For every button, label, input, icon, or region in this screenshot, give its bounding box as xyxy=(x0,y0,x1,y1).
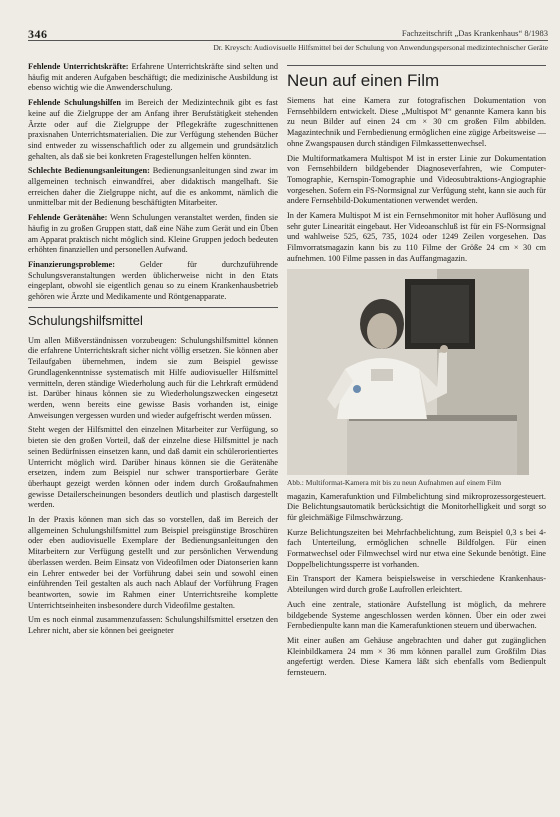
paragraph: Die Multiformatkamera Multispot M ist in erster Linie zur Dokumentation von Fernsehbildern bildgebender Diagnoseverfahren, wie Computer-Tomographie, Kernspin-Tomographie und Videosubtraktions-Angiographie vorgesehen. Sofern ein FS-Normsignal zur Verfügung steht, kann sie auch für andere Fernsehbild-Dokumentationen verwendet werden. xyxy=(287,153,546,206)
paragraph: Mit einer außen am Gehäuse angebrachten und daher gut zugänglichen Kleinbildkamera 24 mm × 36 mm können parallel zum Großfilm Dias angefertigt werden. Diese Kamera läßt sich ebenfalls vom Bedienpult fernsteuern. xyxy=(287,635,546,678)
paragraph xyxy=(28,166,278,209)
paragraph-lead: Fehlende Schulungshilfen xyxy=(28,98,121,108)
paragraph: Um es noch einmal zusammenzufassen: Schulungshilfsmittel ersetzen den Lehrer nicht, aber sie können bei geeigneter xyxy=(28,615,278,636)
paragraph: Auch eine zentrale, stationäre Aufstellung ist möglich, da mehrere bildgebende Systeme angeschlossen werden können. Über ein oder zwei Fernbedienpulte kann man die Kamerafunktionen steuern und überwachen. xyxy=(287,599,546,631)
paragraph-text: Bedienungsanleitungen sind zwar im allgemeinen technisch einwandfrei, aber didaktisch mangelhaft. Sie erreichen daher die Zielgruppe nicht, auf die es ankommt, nämlich die unmittelbar mit der Bedienung beschäftigten Mitarbeiter. xyxy=(28,166,278,208)
paragraph xyxy=(28,62,278,94)
header-rule xyxy=(28,40,548,41)
paragraph: In der Praxis können man sich das so vorstellen, daß im Bereich der allgemeinen Schulungshilfsmittel zum Beispiel preisgünstige Broschüren oder eben audiovisuelle Exemplare der Bedienungsanleitungen den Mitarbeitern zur Verfügung gestellt und zur persönlichen Verwendung überlassen werden. Beim Einsatz von Videofilmen oder Diatonserien kann ein Lehrer entweder bei der Vorführung dabei sein und sowohl einen einführenden Teil gestalten als auch nach Ablauf der Vorführung Fragen beantworten, sowie im Rahmen einer Unterrichtsreihe komplette Unterrichtseinheiten insbesondere durch Videofilme gestalten. xyxy=(28,515,278,610)
paragraph: Kurze Belichtungszeiten bei Mehrfachbelichtung, zum Beispiel 0,3 s bei 4-fach Unterteilung, ermöglichen schnelle Bildfolgen. Für einen Formatwechsel oder Filmwechsel wird nur etwa eine Sekunde benötigt. Eine Doppelbelichtungssperre ist vorhanden. xyxy=(287,527,546,569)
paragraph-lead: Fehlende Gerätenähe: xyxy=(28,213,108,223)
paragraph-text: Gelder für durchzuführende Schulungsveranstaltungen werden üblicherweise nicht in den Etats eingeplant, obwohl sie eigentlich genau so zu einem Krankenhausbetrieb gehören wie Ärzte und Medikamente und Röntgenapparate. xyxy=(28,259,278,302)
figure-caption: Abb.: Multiformat-Kamera mit bis zu neun Aufnahmen auf einem Film xyxy=(287,477,502,487)
paragraph: In der Kamera Multispot M ist ein Fernsehmonitor mit hoher Auflösung und sehr guter Linearität eingebaut. Her Videoanschluß ist für ein FS-Normsignal und wahlweise 525, 625, 735, 1024 oder 1249 Zeilen vorgesehen. Das Filmvorratsmagazin kann bis zu 110 Filme der Größe 24 cm × 30 cm aufnehmen. 100 Filme passen in das Auffangmagazin. xyxy=(287,211,546,263)
right-column xyxy=(287,62,546,803)
paragraph-lead: Finanzierungsprobleme: xyxy=(28,259,115,269)
paragraph-lead: Schlechte Bedienungsanleitungen: xyxy=(28,166,150,176)
camera-photo-illustration xyxy=(287,269,529,475)
box-top-rule xyxy=(287,65,546,66)
paragraph-text: im Bereich der Medizintechnik gibt es fast keine auf die Zielgruppe der am Anfang ihrer Berufstätigkeit stehenden Ärzte oder auf die Zielgruppe der Pflegekräfte zugeschnittenen praxisnahen Unterrichtsmaterialien. Die zur Verfügung stehenden Bücher sind entweder zu wissenschaftlich oder zu allgemein und grundsätzlich gehalten, als daß sie bei konkreten Fragestellungen helfen könnten. xyxy=(28,98,278,161)
paragraph xyxy=(28,260,278,303)
running-title: Dr. Kreysch: Audiovisuelle Hilfsmittel bei der Schulung von Anwendungspersonal medizintechnischer Geräte xyxy=(213,43,548,52)
paragraph: Steht wegen der Hilfsmittel den einzelnen Mitarbeiter zur Verfügung, so bieten sie den großen Vorteil, daß der einzelne diese Hilfsmittel je nach seinen Bedürfnissen einsetzen kann, und daß damit ein schülerorientiertes Unterricht möglich wird. Darüber hinaus können sie die Gerätenähe ersetzen, indem zum Beispiel nur schwer transportierbare Geräte überhaupt gezeigt werden können oder indem durch Großaufnahmen gewisse Detailerscheinungen besonders deutlich und plastisch dargestellt werden. xyxy=(28,425,278,510)
paragraph-text: Erfahrene Unterrichtskräfte sind selten und häufig mit anderen Aufgaben beschäftigt; die medizinische Ausbildung ist ebenso wichtig wie die Anwenderschulung. xyxy=(28,62,278,93)
article-heading: Neun auf einen Film xyxy=(287,71,440,90)
paragraph: Ein Transport der Kamera beispielsweise in verschiedene Krankenhaus-Abteilungen wird durch große Laufrollen erleichtert. xyxy=(287,574,546,595)
paragraph xyxy=(28,98,278,162)
journal-citation: Fachzeitschrift „Das Krankenhaus“ 8/1983 xyxy=(401,28,548,38)
paragraph-lead: Fehlende Unterrichtskräfte: xyxy=(28,62,129,71)
section-rule xyxy=(28,307,278,308)
section-heading: Schulungshilfsmittel xyxy=(28,312,143,328)
paragraph: Um allen Mißverständnissen vorzubeugen: Schulungshilfsmittel können die erfahrene Unterrichtskraft sicher nicht völlig ersetzen. Sie können aber Teilaufgaben übernehmen, indem sie zum Beispiel gewisse Grundlagenkenntnisse systematisch mit Hilfe audiovisueller Hilfsmittel vermitteln, deren ständige Wiederholung auch für die Lehrkraft ermüdend ist. Darüber hinaus können sie zu Wiederholungszwecken eingesetzt werden, wenn bereits eine gewisse Basis vorhanden ist, einige Anweisungen vergessen wurden und wieder aufgefrischt werden müssen. xyxy=(28,335,278,420)
paragraph-text: Wenn Schulungen veranstaltet werden, finden sie häufig in zu großen Gruppen statt, daß eine Nähe zum Gerät und ein Üben am Apparat praktisch nicht möglich sind. Kleine Gruppen jedoch bedeuten erhöhten finanziellen und personellen Aufwand. xyxy=(28,213,278,255)
paragraph: magazin, Kamerafunktion und Filmbelichtung sind mikroprozessorgesteuert. Die Belichtungsautomatik berücksichtigt die Monitorhelligkeit und sorgt so für gleichmäßige Filmschwärzung. xyxy=(287,491,546,522)
camera-photo xyxy=(287,269,529,475)
paragraph: Siemens hat eine Kamera zur fotografischen Dokumentation von Fernsehbildern entwickelt. Diese „Multispot M“ genannte Kamera kann bis zu neun Bilder auf einen 24 cm × 30 cm großen Film abbilden. Magazintechnik und Fernbedienung ermöglichen eine zügige Arbeitsweise — ohne Zwangspausen durch ständigen Filmkassettenwechsel. xyxy=(287,96,546,148)
paragraph xyxy=(28,213,278,256)
left-column xyxy=(28,62,278,803)
page-number: 346 xyxy=(28,27,48,41)
